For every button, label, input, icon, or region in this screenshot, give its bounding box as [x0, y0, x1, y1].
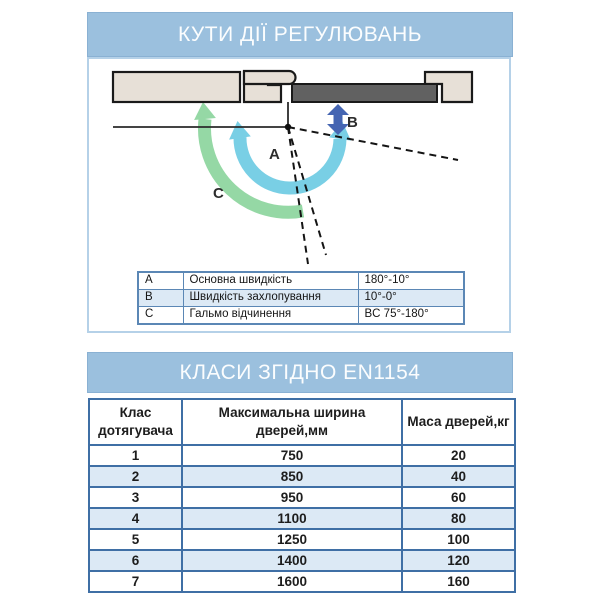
table-row: [89, 466, 515, 487]
section2-title-text: КЛАСИ ЗГІДНО EN1154: [179, 360, 421, 384]
table-row: [89, 550, 515, 571]
arc-a-arrowhead-left-icon: [229, 121, 251, 140]
dashed-line-closed-1: [288, 127, 308, 264]
legend-value: 10°-0°: [358, 290, 464, 307]
dashed-line-10deg: [288, 127, 458, 160]
cell-width: 1600: [182, 571, 402, 592]
section2-title: [87, 352, 513, 393]
col-header-mass: Маса дверей,кг: [402, 399, 515, 445]
cell-class: 5: [89, 529, 182, 550]
frame-rounded-nose: [244, 71, 296, 84]
cell-class: 6: [89, 550, 182, 571]
table-row: [89, 487, 515, 508]
cell-width: 1250: [182, 529, 402, 550]
table-row: [138, 272, 464, 290]
cell-width: 1400: [182, 550, 402, 571]
cell-mass: 80: [402, 508, 515, 529]
table-header-row: [89, 399, 515, 445]
cell-mass: 160: [402, 571, 515, 592]
cell-class: 2: [89, 466, 182, 487]
legend-key: C: [138, 307, 183, 325]
diagram-label-a: A: [269, 146, 280, 163]
arc-c-arrowhead-icon: [194, 102, 216, 120]
diagram-label-c: C: [213, 185, 224, 202]
hinge-point: [285, 124, 291, 130]
table-row: [89, 445, 515, 466]
legend-key: B: [138, 290, 183, 307]
cell-width: 750: [182, 445, 402, 466]
legend-label: Основна швидкість: [183, 272, 358, 290]
left-wall: [113, 72, 240, 102]
section1-title: [87, 12, 513, 57]
cell-mass: 40: [402, 466, 515, 487]
col-header-class: Клас дотягувача: [89, 399, 182, 445]
legend-value: BC 75°-180°: [358, 307, 464, 325]
door-leaf-closed: [292, 84, 437, 102]
cell-mass: 20: [402, 445, 515, 466]
cell-mass: 60: [402, 487, 515, 508]
adjustment-angles-diagram: [87, 57, 511, 333]
section1-title-text: КУТИ ДІЇ РЕГУЛЮВАНЬ: [177, 22, 423, 46]
col-header-width: Максимальна ширина дверей,мм: [182, 399, 402, 445]
legend-label: Гальмо відчинення: [183, 307, 358, 325]
table-row: [138, 307, 464, 325]
legend-value: 180°-10°: [358, 272, 464, 290]
table-row: [138, 290, 464, 307]
legend-key: A: [138, 272, 183, 290]
cell-class: 1: [89, 445, 182, 466]
cell-class: 7: [89, 571, 182, 592]
adjustment-legend-table: [137, 271, 465, 325]
cell-mass: 120: [402, 550, 515, 571]
cell-width: 950: [182, 487, 402, 508]
cell-width: 850: [182, 466, 402, 487]
legend-label: Швидкість захлопування: [183, 290, 358, 307]
en1154-classes-table: [88, 398, 516, 593]
diagram-label-b: B: [347, 114, 358, 131]
cell-width: 1100: [182, 508, 402, 529]
cell-mass: 100: [402, 529, 515, 550]
table-row: [89, 529, 515, 550]
cell-class: 4: [89, 508, 182, 529]
table-row: [89, 571, 515, 592]
table-row: [89, 508, 515, 529]
cell-class: 3: [89, 487, 182, 508]
